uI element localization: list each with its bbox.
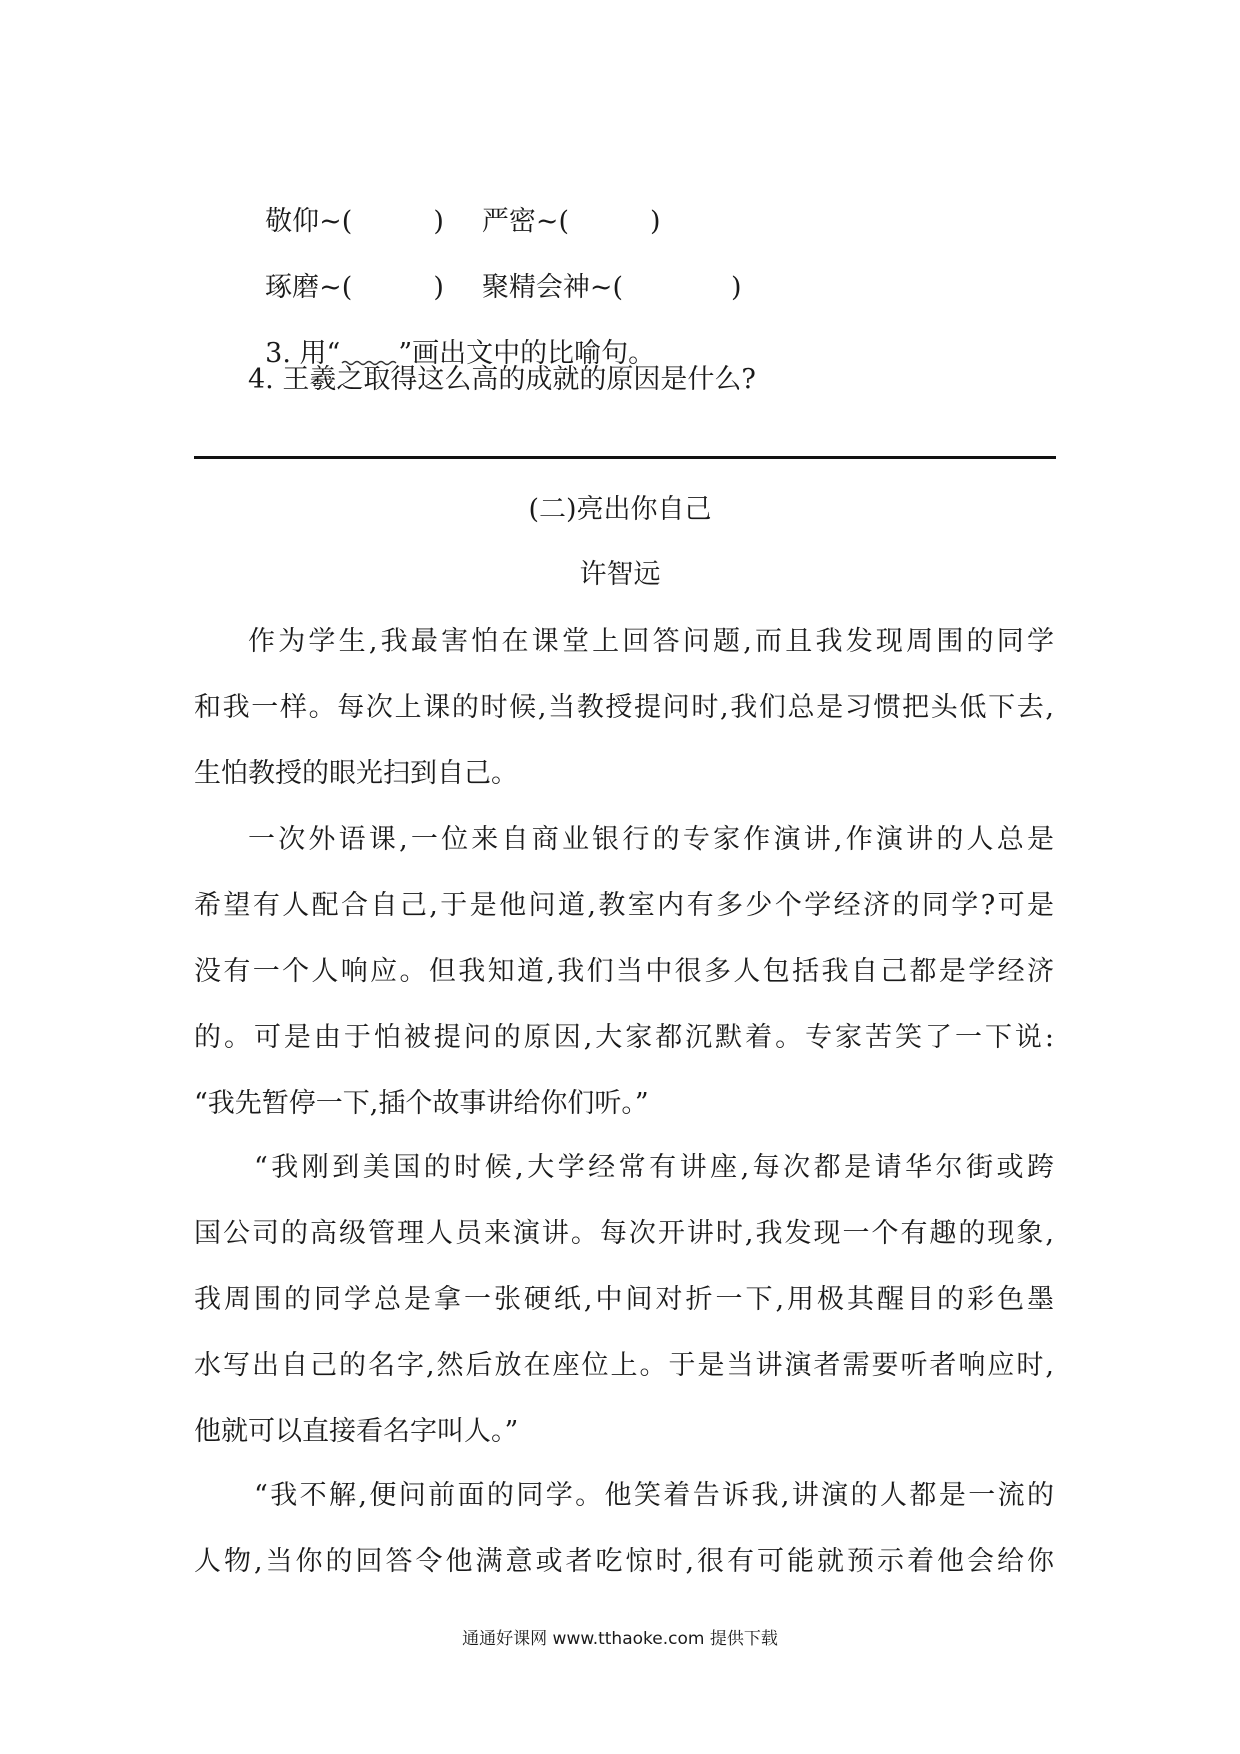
paragraph-line: “我刚到美国的时候,大学经常有讲座,每次都是请华尔街或跨 (254, 1152, 1054, 1183)
paragraph-line: 没有一个人响应。但我知道,我们当中很多人包括我自己都是学经济 (194, 956, 1054, 987)
paragraph-1 (194, 622, 1054, 820)
paragraph-3 (194, 1148, 1054, 1478)
paragraph-line: “我先暂停一下,插个故事讲给你们听。” (194, 1088, 649, 1119)
paragraph-line: 他就可以直接看名字叫人。” (194, 1416, 519, 1447)
vocab-word: 聚精会神 (481, 272, 590, 303)
page-footer: 通通好课网 www.tthaoke.com 提供下载 (462, 1629, 778, 1649)
article-title: (二)亮出你自己 (528, 494, 712, 525)
paragraph-line: 一次外语课,一位来自商业银行的专家作演讲,作演讲的人总是 (248, 824, 1054, 855)
question-3-prefix: 3. 用“ (265, 338, 341, 369)
question-4: 4. 王羲之取得这么高的成就的原因是什么? (248, 364, 756, 395)
section-divider (194, 456, 1056, 459)
vocab-word: 严密 (481, 206, 536, 237)
vocab-blank[interactable]: ~( ) (535, 206, 661, 237)
vocab-blank[interactable]: ~( ) (319, 206, 444, 237)
paragraph-line: “我不解,便问前面的同学。他笑着告诉我,讲演的人都是一流的 (254, 1480, 1054, 1511)
paragraph-line: 和我一样。每次上课的时候,当教授提问时,我们总是习惯把头低下去, (194, 692, 1054, 723)
paragraph-line: 我周围的同学总是拿一张硬纸,中间对折一下,用极其醒目的彩色墨 (194, 1284, 1054, 1315)
paragraph-line: 作为学生,我最害怕在课堂上回答问题,而且我发现周围的同学 (248, 626, 1054, 657)
paragraph-2 (194, 820, 1054, 1150)
paragraph-4 (194, 1476, 1054, 1608)
paragraph-line: 生怕教授的眼光扫到自己。 (194, 758, 518, 789)
vocab-word: 敬仰 (265, 206, 320, 237)
vocab-blank[interactable]: ~( ) (589, 272, 742, 303)
vocab-blank[interactable]: ~( ) (319, 272, 444, 303)
paragraph-line: 人物,当你的回答令他满意或者吃惊时,很有可能就预示着他会给你 (194, 1546, 1054, 1577)
vocab-word: 琢磨 (265, 272, 320, 303)
paragraph-line: 希望有人配合自己,于是他问道,教室内有多少个学经济的同学?可是 (194, 890, 1054, 921)
article-author: 许智远 (579, 559, 661, 590)
paragraph-line: 国公司的高级管理人员来演讲。每次开讲时,我发现一个有趣的现象, (194, 1218, 1054, 1249)
paragraph-line: 水写出自己的名字,然后放在座位上。于是当讲演者需要听者响应时, (194, 1350, 1054, 1381)
question-3-suffix: ”画出文中的比喻句。 (398, 338, 656, 369)
paragraph-line: 的。可是由于怕被提问的原因,大家都沉默着。专家苦笑了一下说: (194, 1022, 1054, 1053)
